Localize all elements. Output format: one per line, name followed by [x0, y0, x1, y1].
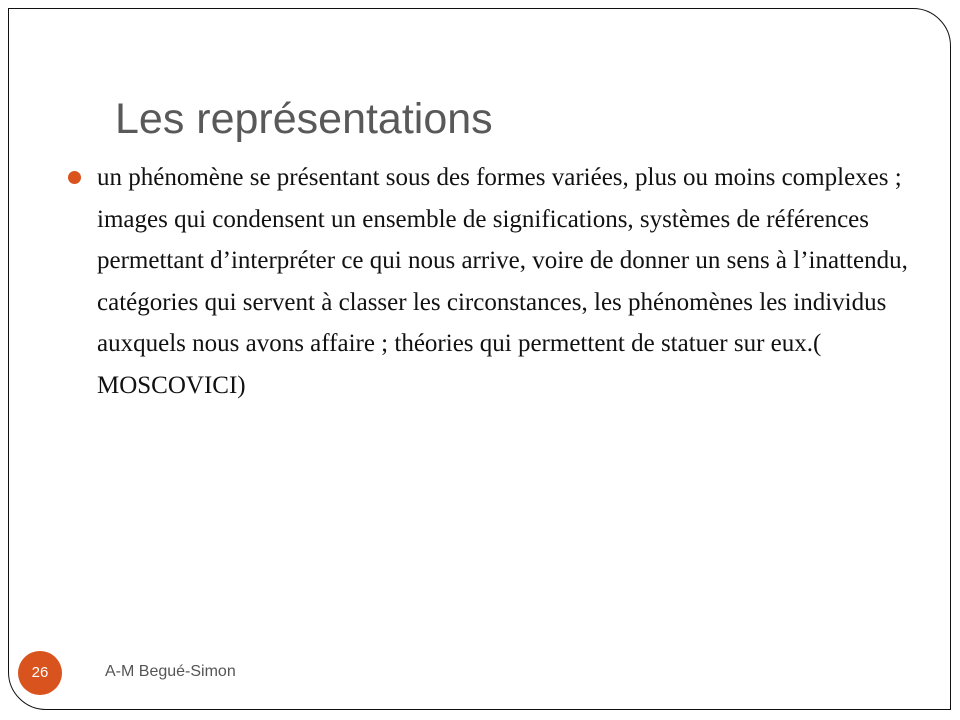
- bullet-item: [67, 157, 917, 406]
- bullet-dot-icon: [68, 171, 81, 184]
- bullet-list: [67, 157, 917, 406]
- bullet-text: un phénomène se présentant sous des formes variées, plus ou moins complexes ; images qui condensent un ensemble de significations, systèmes de références permettant d’interpréter ce qui nous arrive, voire de donner un sens à l’inattendu, catégories qui servent à classer les circonstances, les phénomènes les individus auxquels nous avons affaire ; théories qui permettent de statuer sur eux.( MOSCOVICI): [97, 164, 908, 399]
- page-number-badge: 26: [18, 651, 62, 695]
- slide-title: Les représentations: [115, 95, 493, 143]
- footer-author: A-M Begué-Simon: [105, 663, 236, 680]
- slide-frame: [8, 8, 951, 710]
